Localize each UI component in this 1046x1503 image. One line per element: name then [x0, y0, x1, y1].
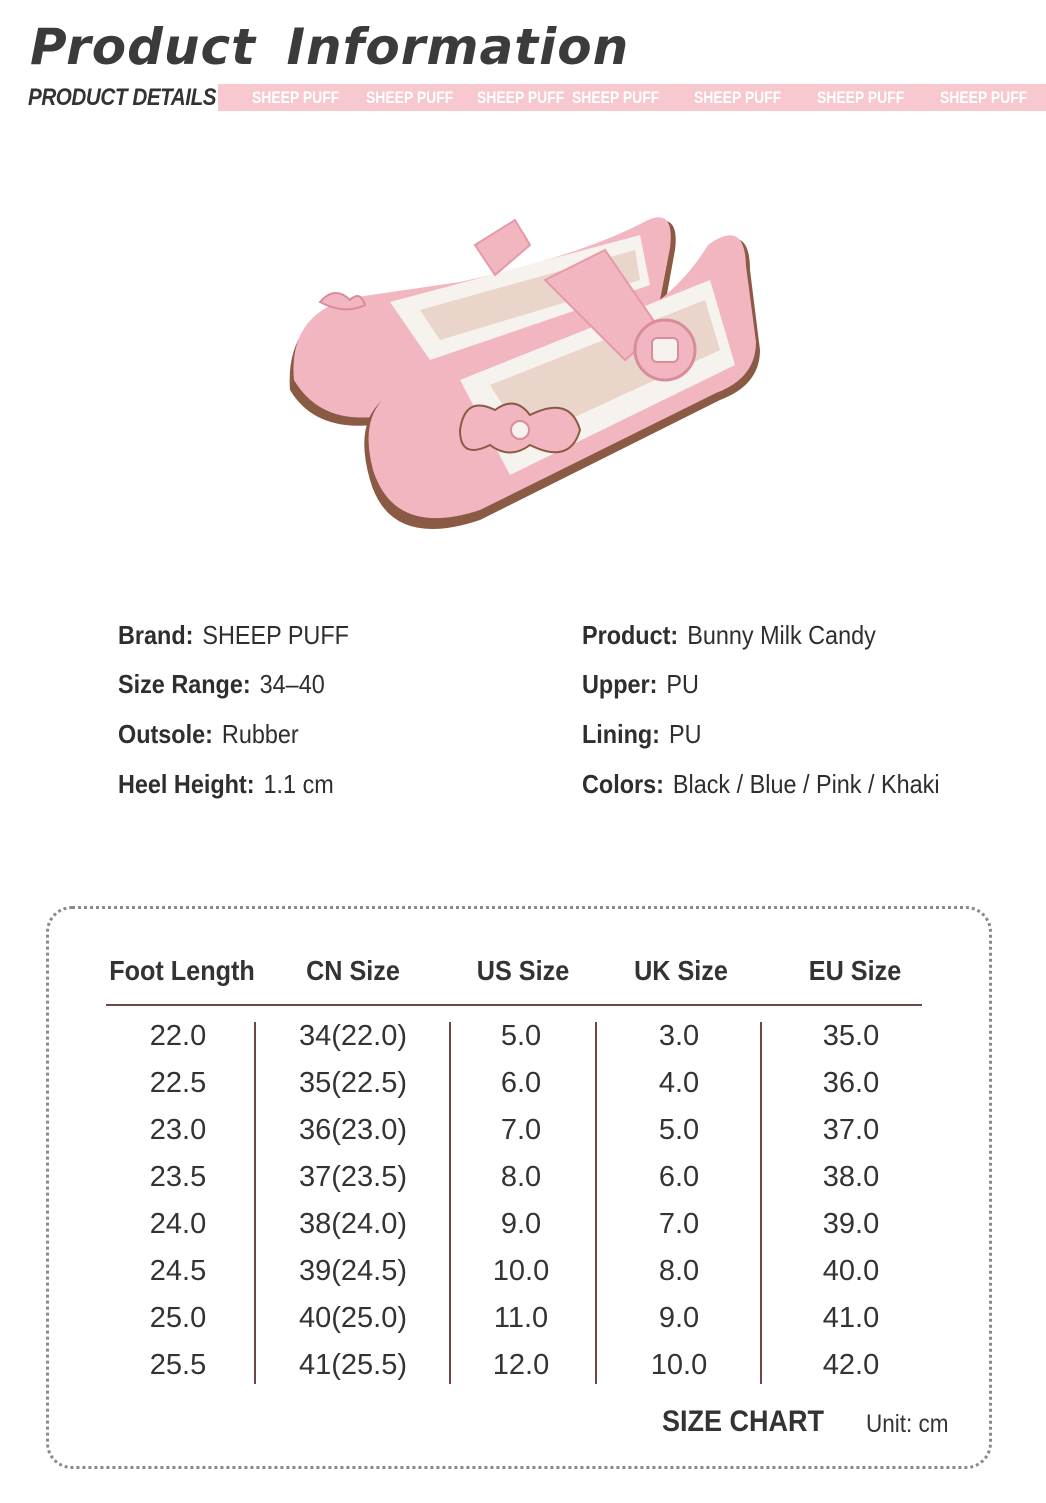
size-chart-cell: 39.0 — [822, 1208, 880, 1240]
spec-outsole — [118, 719, 299, 750]
spec-key: Colors : — [582, 769, 664, 799]
size-chart-cell: 39(24.5) — [298, 1255, 407, 1287]
size-chart-cell: 10.0 — [650, 1349, 708, 1381]
size-chart-cell: 6.0 — [500, 1067, 542, 1099]
size-chart-cell: 3.0 — [658, 1020, 700, 1052]
size-chart-cell: 5.0 — [500, 1020, 542, 1052]
brand-strip — [218, 84, 1046, 111]
size-chart-cell: 10.0 — [492, 1255, 550, 1287]
strip-label: SHEEP PUFF — [366, 88, 454, 107]
size-chart-cell: 38.0 — [822, 1161, 880, 1193]
size-chart-cell: 22.5 — [149, 1067, 207, 1099]
spec-value: 34–40 — [259, 669, 325, 699]
header-divider — [106, 1004, 922, 1006]
spec-key: Product : — [582, 620, 678, 650]
size-chart-cell: 35(22.5) — [298, 1067, 407, 1099]
col-header-uk-size: UK Size — [634, 955, 728, 986]
size-chart-cell: 24.5 — [149, 1255, 207, 1287]
size-chart-cell: 4.0 — [658, 1067, 700, 1099]
strip-label: SHEEP PUFF — [477, 88, 565, 107]
size-chart-cell: 41.0 — [822, 1302, 880, 1334]
size-chart-cell: 5.0 — [658, 1114, 700, 1146]
col-header-cn-size: CN Size — [306, 955, 400, 986]
size-chart-cell: 8.0 — [658, 1255, 700, 1287]
size-chart-cell: 35.0 — [822, 1020, 880, 1052]
size-chart-cell: 36(23.0) — [298, 1114, 407, 1146]
pink-mary-jane-shoes-image — [280, 190, 780, 540]
spec-heel-height — [118, 769, 334, 800]
size-chart-label: SIZE CHART — [662, 1405, 824, 1438]
size-chart-cell: 34(22.0) — [298, 1020, 407, 1052]
size-chart-cell: 37.0 — [822, 1114, 880, 1146]
spec-key: Outsole : — [118, 719, 213, 749]
size-chart-cell: 38(24.0) — [298, 1208, 407, 1240]
spec-size-range — [118, 669, 325, 700]
spec-value: PU — [668, 719, 702, 749]
spec-value: SHEEP PUFF — [202, 620, 349, 650]
size-chart-cell: 12.0 — [492, 1349, 550, 1381]
spec-upper — [582, 669, 699, 700]
size-chart-cell: 9.0 — [500, 1208, 542, 1240]
spec-value: PU — [666, 669, 699, 699]
unit-label: Unit: cm — [866, 1410, 949, 1438]
size-chart-cell: 41(25.5) — [298, 1349, 407, 1381]
size-chart-cell: 11.0 — [493, 1302, 549, 1334]
spec-key: Upper : — [582, 669, 657, 699]
size-chart-cell: 8.0 — [500, 1161, 542, 1193]
size-chart-cell: 22.0 — [149, 1020, 207, 1052]
size-chart-cell: 36.0 — [822, 1067, 880, 1099]
strip-label: SHEEP PUFF — [694, 88, 782, 107]
size-chart-cell: 7.0 — [500, 1114, 542, 1146]
spec-value: Black / Blue / Pink / Khaki — [672, 769, 940, 799]
size-chart-cell: 24.0 — [149, 1208, 207, 1240]
size-chart-cell: 7.0 — [658, 1208, 700, 1240]
spec-colors — [582, 769, 940, 800]
size-chart-cell: 23.5 — [149, 1161, 207, 1193]
col-header-us-size: US Size — [476, 955, 570, 986]
spec-value: 1.1 cm — [263, 769, 334, 799]
front-shoe — [364, 235, 760, 529]
spec-brand — [118, 620, 349, 651]
spec-key: Brand : — [118, 620, 193, 650]
size-chart-cell: 25.5 — [149, 1349, 207, 1381]
size-chart-cell: 37(23.5) — [298, 1161, 407, 1193]
strip-label: SHEEP PUFF — [252, 88, 340, 107]
spec-value: Bunny Milk Candy — [687, 620, 876, 650]
size-chart-cell: 40.0 — [822, 1255, 880, 1287]
size-chart-cell: 40(25.0) — [298, 1302, 407, 1334]
page-title: Product Information — [30, 18, 630, 76]
spec-key: Lining : — [582, 719, 660, 749]
col-header-eu-size: EU Size — [808, 955, 902, 986]
spec-product — [582, 620, 876, 651]
spec-key: Heel Height : — [118, 769, 255, 799]
section-subtitle: PRODUCT DETAILS — [28, 84, 217, 111]
spec-value: Rubber — [221, 719, 299, 749]
col-header-foot-length: Foot Length — [109, 955, 255, 986]
strip-label: SHEEP PUFF — [817, 88, 905, 107]
size-chart-cell: 23.0 — [149, 1114, 207, 1146]
size-chart-cell: 6.0 — [658, 1161, 700, 1193]
strip-label: SHEEP PUFF — [572, 88, 660, 107]
size-chart-cell: 9.0 — [658, 1302, 700, 1334]
strip-label: SHEEP PUFF — [940, 88, 1028, 107]
size-chart-cell: 25.0 — [149, 1302, 207, 1334]
size-chart-cell: 42.0 — [822, 1349, 880, 1381]
spec-key: Size Range : — [118, 669, 251, 699]
spec-lining — [582, 719, 702, 750]
